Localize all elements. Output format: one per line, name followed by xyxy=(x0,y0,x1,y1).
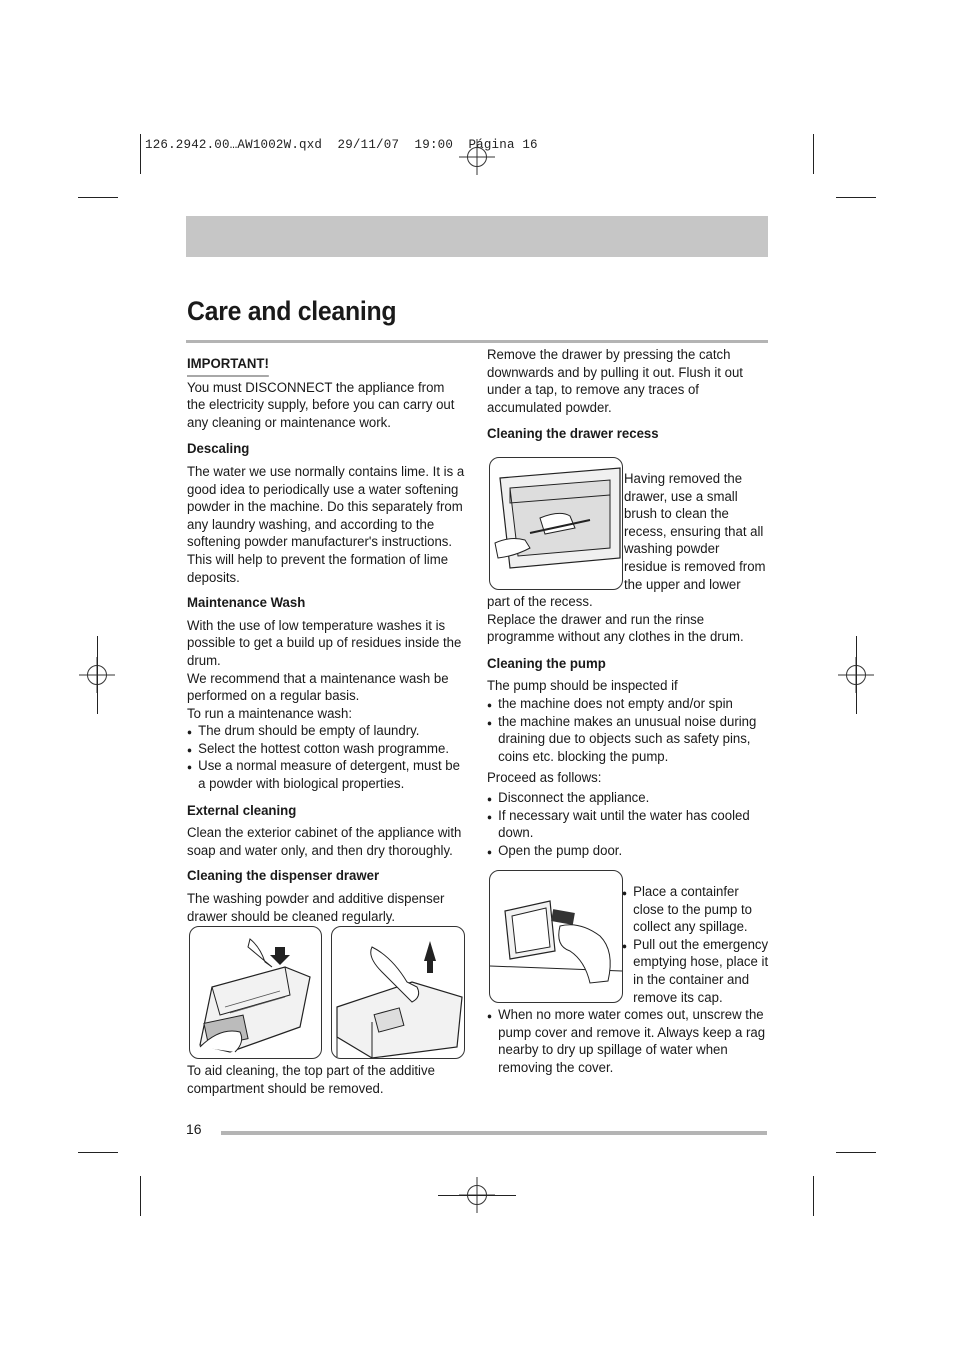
additive-compartment-illustration xyxy=(331,926,465,1059)
recess-tail: part of the recess. xyxy=(487,594,593,610)
crop-mark xyxy=(140,134,141,174)
crop-mark xyxy=(856,636,857,714)
list-item xyxy=(622,937,780,1007)
crop-mark xyxy=(78,1152,118,1153)
list-item: ● If necessary wait until the water has cooled down. xyxy=(487,808,766,843)
dispenser-heading: Cleaning the dispenser drawer xyxy=(187,868,380,885)
page-number: 16 xyxy=(186,1121,202,1137)
side-step-line: remove its cap. xyxy=(633,989,723,1006)
list-item: ● The drum should be empty of laundry. xyxy=(187,723,466,741)
crop-mark xyxy=(813,1176,814,1216)
external-heading: External cleaning xyxy=(187,802,297,819)
recess-line: drawer, use a small xyxy=(624,488,738,505)
print-slug: 126.2942.00…AW1002W.qxd 29/11/07 19:00 Página 16 xyxy=(145,138,538,152)
crop-mark xyxy=(140,1176,141,1216)
right-column-middle xyxy=(487,594,766,860)
crop-mark xyxy=(836,197,876,198)
pump-steps-list xyxy=(487,790,766,860)
maintenance-heading: Maintenance Wash xyxy=(187,595,306,612)
side-step-line: in the container and xyxy=(633,971,750,988)
right-column xyxy=(487,346,766,444)
maintenance-text-2: We recommend that a maintenance wash be performed on a regular basis. xyxy=(187,670,449,705)
recess-line: brush to clean the xyxy=(624,506,729,523)
side-step-line: emptying hose, place it xyxy=(633,954,769,971)
pump-side-text xyxy=(622,884,780,1007)
dispenser-caption-block xyxy=(187,1063,466,1098)
pump-reasons-list xyxy=(487,696,766,766)
side-step-line: collect any spillage. xyxy=(633,919,748,936)
recess-replace-text: Replace the drawer and run the rinse programme without any clothes in the drum. xyxy=(487,611,744,646)
crop-mark xyxy=(78,197,118,198)
recess-line: recess, ensuring that all xyxy=(624,523,764,540)
pump-intro: The pump should be inspected if xyxy=(487,678,678,695)
crop-mark xyxy=(813,134,814,174)
dispenser-drawer-illustration xyxy=(189,926,322,1059)
important-label: IMPORTANT! xyxy=(187,356,269,377)
important-text: You must DISCONNECT the appliance from the electricity supply, before you can carry out any cleaning or maintenance work. xyxy=(187,379,455,431)
list-item xyxy=(622,884,780,937)
recess-line: Having removed the xyxy=(624,471,743,487)
crop-mark xyxy=(438,1195,516,1196)
descaling-text: The water we use normally contains lime. It is a good idea to periodically use a water softening powder in the machine. Do this separately from any laundry washing, and according to the softening powder manufacturer's instructions. This will help to prevent the formation of lime deposits. xyxy=(187,463,465,586)
recess-side-text xyxy=(624,471,773,594)
list-item: ● Use a normal measure of detergent, must be a powder with biological properties. xyxy=(187,758,466,793)
pump-heading: Cleaning the pump xyxy=(487,655,606,672)
dispenser-text: The washing powder and additive dispenser drawer should be cleaned regularly. xyxy=(187,891,445,925)
title-rule xyxy=(186,340,768,343)
list-item: ● Disconnect the appliance. xyxy=(487,790,766,808)
side-step-line: close to the pump to xyxy=(633,901,752,918)
recess-line: residue is removed from xyxy=(624,558,766,575)
footer-rule xyxy=(221,1131,767,1135)
recess-line: washing powder xyxy=(624,541,720,558)
maintenance-text-1: With the use of low temperature washes it is possible to get a build up of residues inside the drum. xyxy=(187,617,462,669)
external-text: Clean the exterior cabinet of the appliance with soap and water only, and then dry thoroughly. xyxy=(187,825,462,859)
pump-side-list xyxy=(622,884,780,1007)
recess-line: the upper and lower xyxy=(624,576,741,593)
maintenance-text-3: To run a maintenance wash: xyxy=(187,705,353,722)
drawer-recess-illustration xyxy=(489,457,623,590)
side-step-line: ● Pull out the emergency xyxy=(633,936,769,953)
crop-mark xyxy=(836,1152,876,1153)
crop-mark xyxy=(97,636,98,714)
recess-heading: Cleaning the drawer recess xyxy=(487,426,659,443)
drawer-removal-text: Remove the drawer by pressing the catch downwards and by pulling it out. Flush it out under a tap, to remove any traces of accumulated powder. xyxy=(487,347,743,416)
registration-mark-icon xyxy=(459,139,495,175)
pump-final-list xyxy=(487,1007,766,1077)
header-band xyxy=(186,216,768,257)
left-column xyxy=(187,346,466,926)
side-step-line: ● Place a containfer xyxy=(633,884,739,900)
list-item: ● the machine makes an unusual noise during draining due to objects such as safety pins, coins etc. blocking the pump. xyxy=(487,714,766,767)
list-item: ● Open the pump door. xyxy=(487,843,766,861)
pump-proceed: Proceed as follows: xyxy=(487,770,602,787)
pump-door-illustration xyxy=(489,870,623,1003)
dispenser-caption: To aid cleaning, the top part of the additive compartment should be removed. xyxy=(187,1063,435,1097)
list-item: ● Select the hottest cotton wash programme. xyxy=(187,741,466,759)
pump-final-block xyxy=(487,1007,766,1077)
maintenance-list xyxy=(187,723,466,793)
descaling-heading: Descaling xyxy=(187,441,250,458)
list-item: ● the machine does not empty and/or spin xyxy=(487,696,766,714)
page-title: Care and cleaning xyxy=(187,296,397,326)
list-item: ● When no more water comes out, unscrew the pump cover and remove it. Always keep a rag nearby to dry up spillage of water when removing the cover. xyxy=(487,1007,766,1077)
